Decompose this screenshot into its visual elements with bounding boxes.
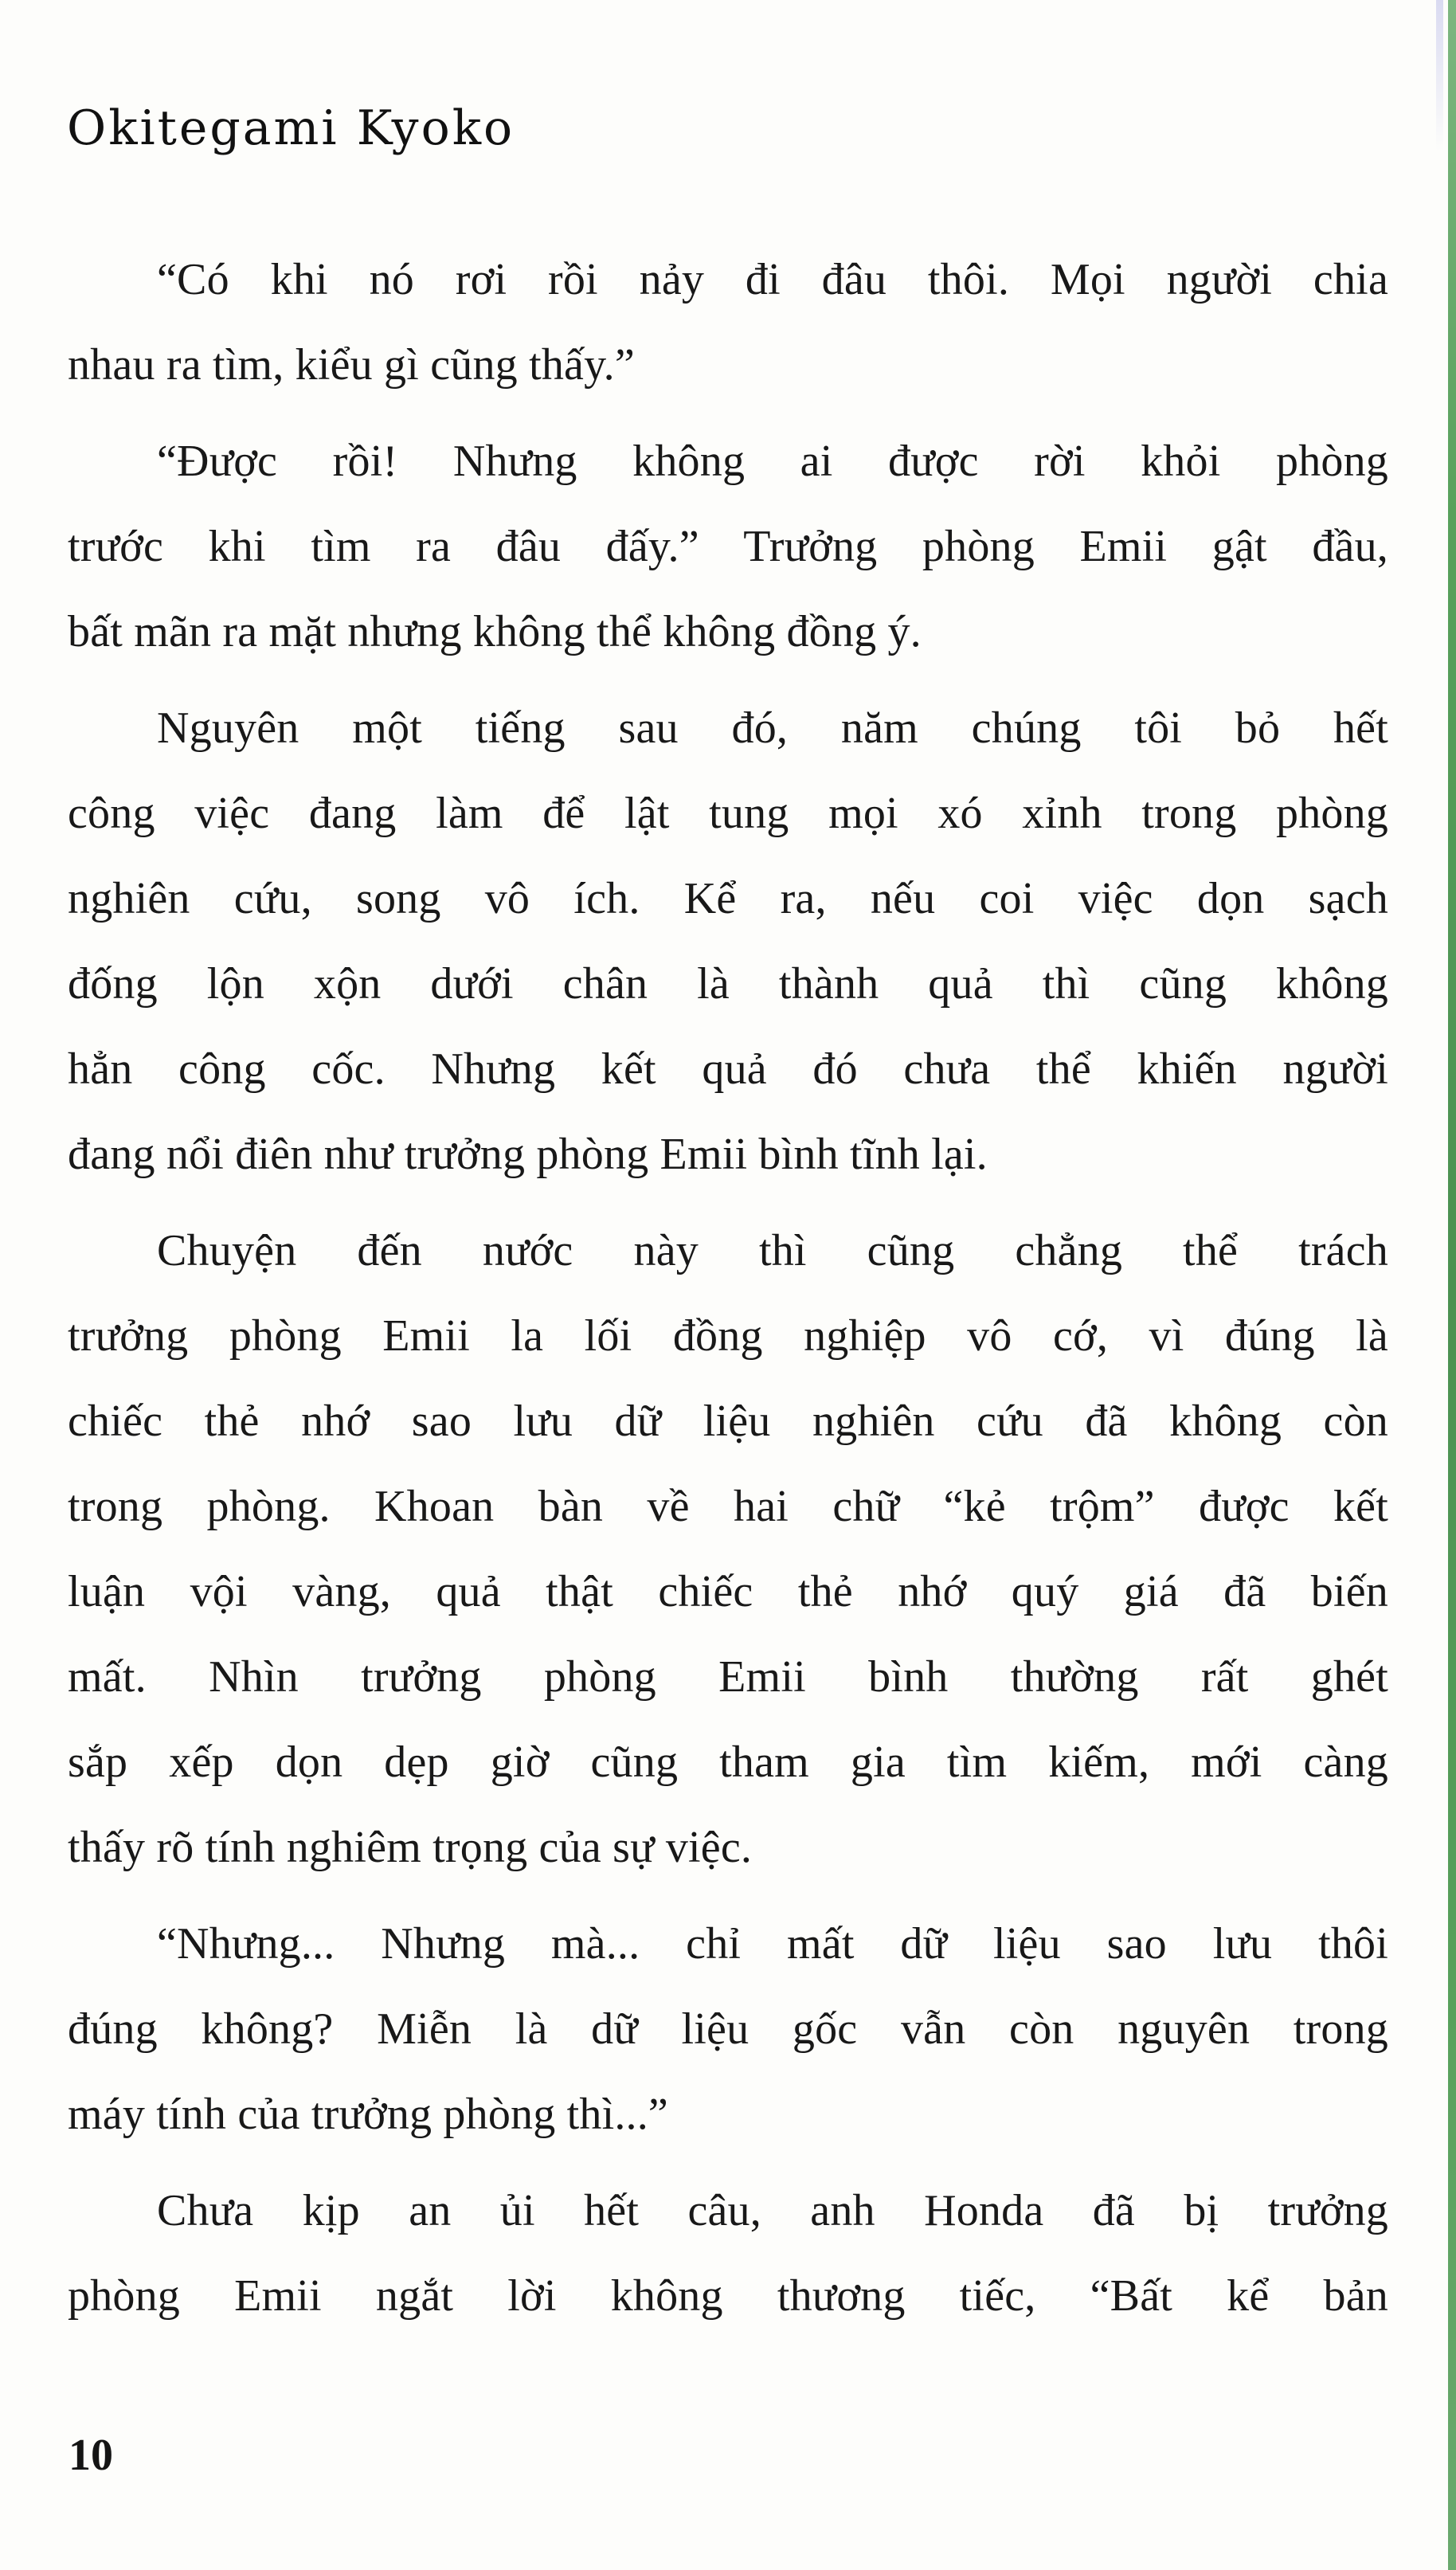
text-line: trước khi tìm ra đâu đấy.” Trưởng phòng Emii gật đầu,	[68, 522, 1388, 571]
text-line: máy tính của trưởng phòng thì...”	[68, 2090, 668, 2139]
text-line: phòng Emii ngắt lời không thương tiếc, “Bất kể bản	[68, 2271, 1388, 2321]
paragraph	[68, 1209, 1388, 1890]
text-line: luận vội vàng, quả thật chiếc thẻ nhớ quý giá đã biến	[68, 1567, 1388, 1616]
body-text	[68, 237, 1388, 2350]
text-line: mất. Nhìn trưởng phòng Emii bình thường rất ghét	[68, 1652, 1388, 1702]
paragraph	[68, 2168, 1388, 2339]
paragraph	[68, 686, 1388, 1197]
text-line: “Nhưng... Nhưng mà... chỉ mất dữ liệu sao lưu thôi	[157, 1919, 1388, 1969]
text-line: Chuyện đến nước này thì cũng chẳng thể trách	[157, 1226, 1388, 1275]
paragraph	[68, 419, 1388, 675]
text-line: trưởng phòng Emii la lối đồng nghiệp vô cớ, vì đúng là	[68, 1311, 1388, 1361]
text-line: công việc đang làm để lật tung mọi xó xỉnh trong phòng	[68, 789, 1388, 838]
text-line: thấy rõ tính nghiêm trọng của sự việc.	[68, 1823, 753, 1872]
text-line: đang nổi điên như trưởng phòng Emii bình tĩnh lại.	[68, 1130, 988, 1179]
paragraph	[68, 237, 1388, 408]
text-line: Nguyên một tiếng sau đó, năm chúng tôi bỏ hết	[157, 703, 1388, 753]
text-line: “Được rồi! Nhưng không ai được rời khỏi phòng	[157, 437, 1388, 486]
text-line: đống lộn xộn dưới chân là thành quả thì cũng không	[68, 959, 1388, 1009]
page-number: 10	[68, 2431, 113, 2480]
text-line: nhau ra tìm, kiểu gì cũng thấy.”	[68, 340, 635, 390]
text-line: chiếc thẻ nhớ sao lưu dữ liệu nghiên cứu đã không còn	[68, 1397, 1388, 1446]
text-line: đúng không? Miễn là dữ liệu gốc vẫn còn nguyên trong	[68, 2004, 1388, 2054]
text-line: trong phòng. Khoan bàn về hai chữ “kẻ trộm” được kết	[68, 1482, 1388, 1531]
text-line: hẳn công cốc. Nhưng kết quả đó chưa thể khiến người	[68, 1044, 1388, 1094]
text-line: sắp xếp dọn dẹp giờ cũng tham gia tìm kiếm, mới càng	[68, 1737, 1388, 1787]
text-line: Chưa kịp an ủi hết câu, anh Honda đã bị trưởng	[157, 2186, 1388, 2235]
paragraph	[68, 1902, 1388, 2157]
page-edge-strip	[1448, 0, 1456, 2570]
running-header-title: Okitegami Kyoko	[67, 100, 515, 156]
text-line: bất mãn ra mặt nhưng không thể không đồng ý.	[68, 607, 922, 656]
text-line: nghiên cứu, song vô ích. Kể ra, nếu coi việc dọn sạch	[68, 874, 1388, 923]
scan-artifact-streak	[1436, 0, 1443, 151]
text-line: “Có khi nó rơi rồi nảy đi đâu thôi. Mọi người chia	[157, 255, 1388, 304]
